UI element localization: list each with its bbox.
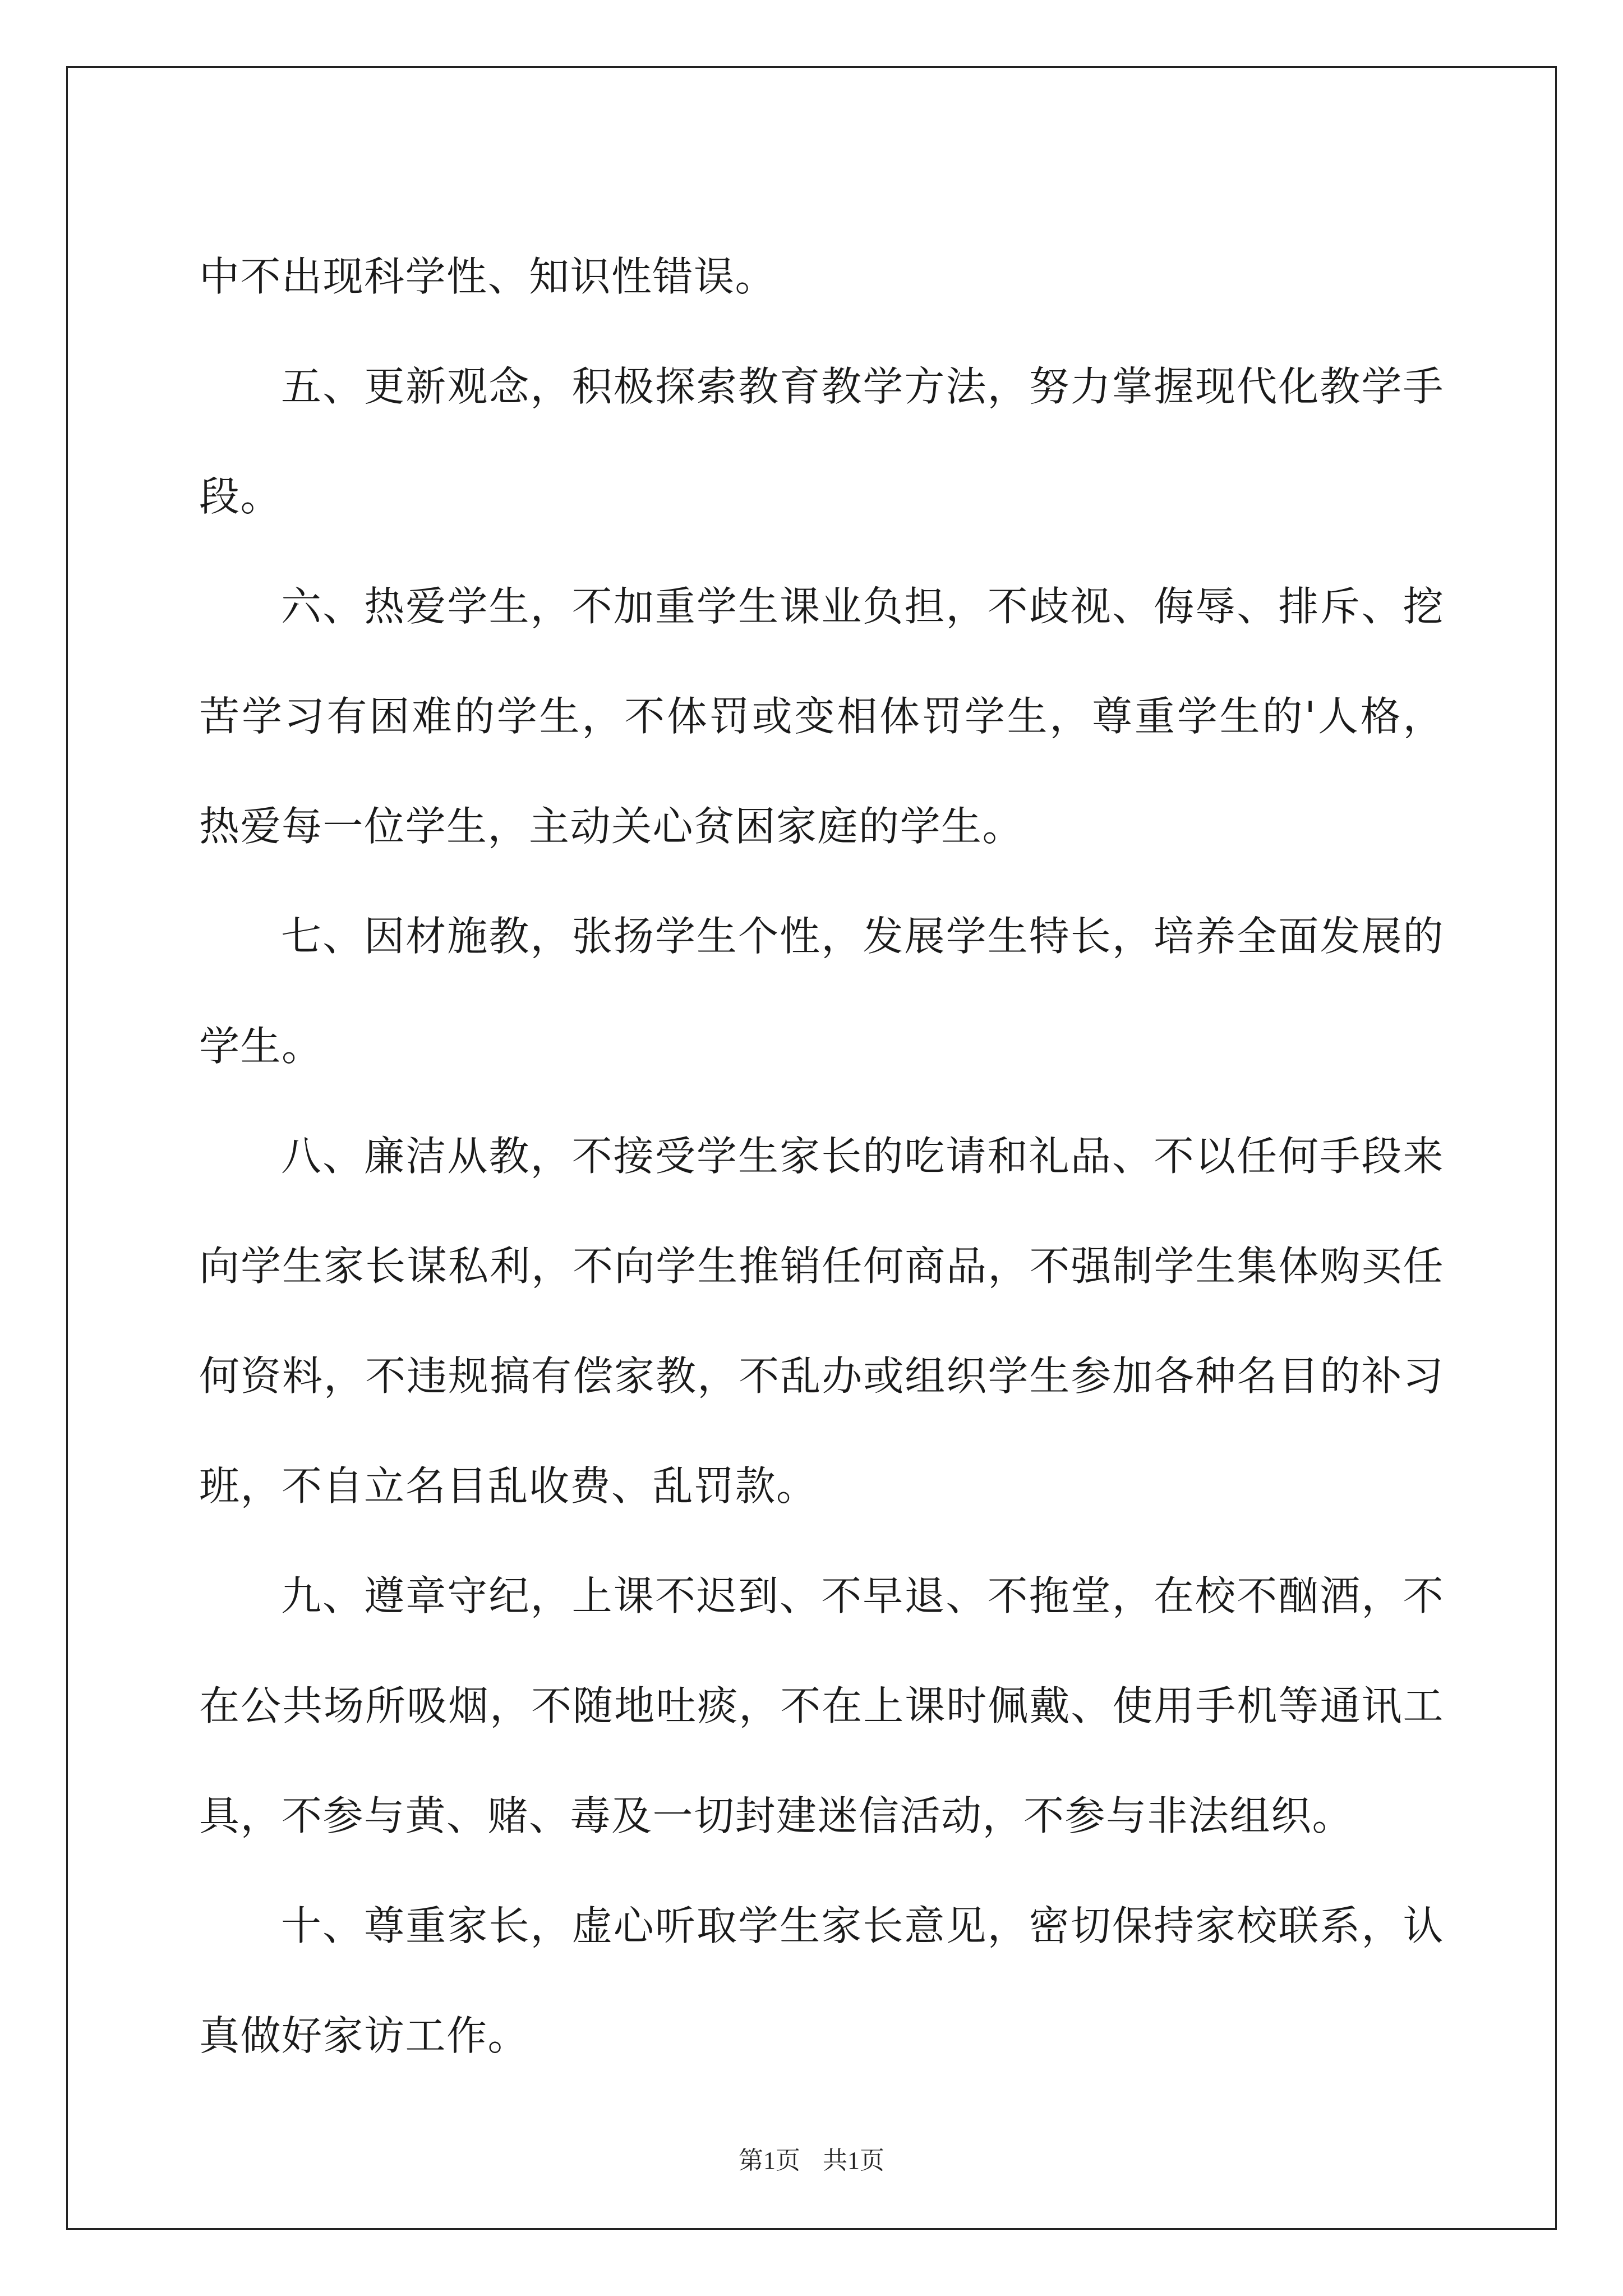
paragraph: 五、更新观念，积极探索教育教学方法，努力掌握现代化教学手段。 — [199, 363, 1444, 520]
paragraph: 九、遵章守纪，上课不迟到、不早退、不拖堂，在校不酗酒，不在公共场所吸烟，不随地吐痰，不在上课时佩戴、使用手机等通讯工具，不参与黄、赌、毒及一切封建迷信活动，不参与非法组织。 — [199, 1572, 1444, 1839]
paragraph: 十、尊重家长，虚心听取学生家长意见，密切保持家校联系，认真做好家访工作。 — [199, 1902, 1444, 2059]
page-total: 共1页 — [823, 2147, 884, 2174]
paragraph: 七、因材施教，张扬学生个性，发展学生特长，培养全面发展的学生。 — [199, 913, 1444, 1070]
paragraph: 中不出现科学性、知识性错误。 — [199, 253, 777, 300]
paragraph: 八、廉洁从教，不接受学生家长的吃请和礼品、不以任何手段来向学生家长谋私利，不向学生推销任何商品，不强制学生集体购买任何资料，不违规搞有偿家教，不乱办或组织学生参加各种名目的补习班，不自立名目乱收费、乱罚款。 — [199, 1133, 1444, 1510]
page-footer — [0, 2140, 1623, 2176]
page-number: 第1页 — [739, 2147, 800, 2174]
paragraph: 六、热爱学生，不加重学生课业负担，不歧视、侮辱、排斥、挖苦学习有困难的学生，不体罚或变相体罚学生，尊重学生的'人格，热爱每一位学生，主动关心贫困家庭的学生。 — [199, 583, 1444, 850]
document-body — [199, 222, 1444, 2091]
